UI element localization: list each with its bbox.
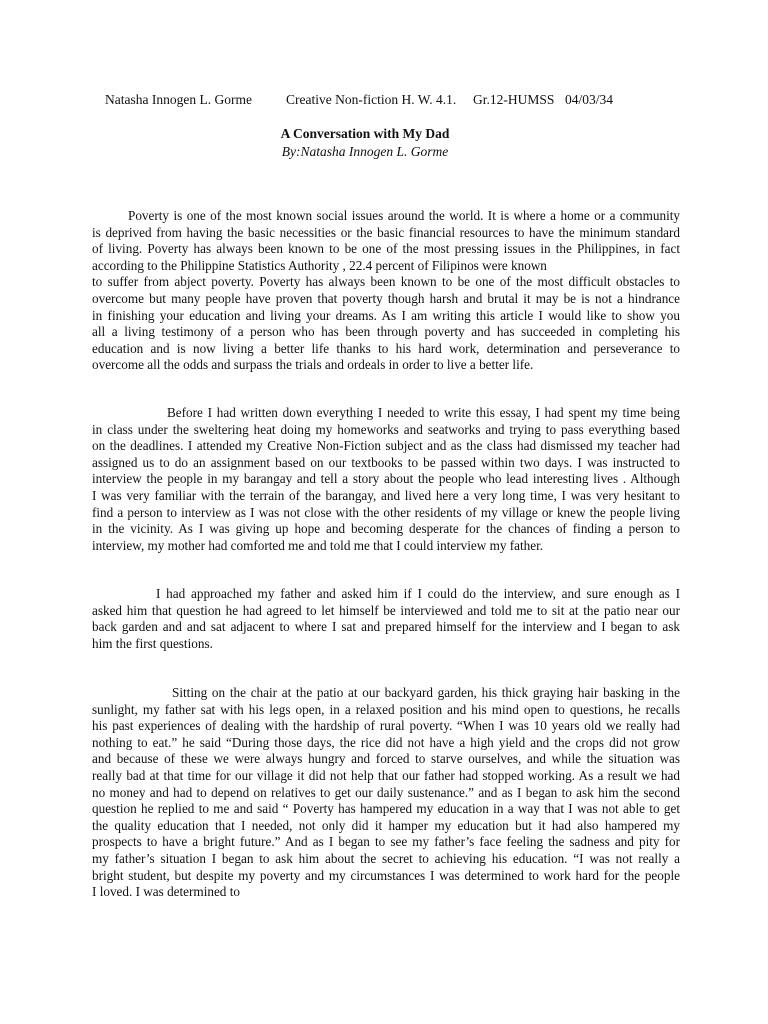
paragraph-line: interview, my mother had comforted me and told me that I could interview my father. [92, 537, 544, 553]
paragraph-line: him the first questions. [92, 635, 213, 651]
paragraph-line: according to the Philippine Statistics Authority , 22.4 percent of Filipinos were known [92, 257, 547, 273]
paragraph-line: question he replied to me and said “ Poverty has hampered my education in a way that I was not able to get [92, 801, 680, 817]
paragraph-line: Before I had written down everything I needed to write this essay, I had spent my time being [167, 405, 680, 420]
paragraph-line: sunlight, my father sat with his legs open, in a relaxed position and his mind open to questions, he recalls [92, 701, 680, 717]
paragraph-line: is deprived from having the basic necessities or the basic financial resources to have the minimum standard [92, 224, 680, 240]
paragraph-line: his past experiences of dealing with the hardship of rural poverty. “When I was 10 years old we really had [92, 718, 680, 734]
paragraph-line: Poverty is one of the most known social issues around the world. It is where a home or a community [128, 208, 680, 223]
paragraph-4 [92, 685, 680, 901]
paragraph-line: in the vicinity. As I was giving up hope and becoming desperate for the chances of finding a person to [92, 521, 680, 537]
paragraph-1 [92, 208, 680, 374]
essay-byline: By:Natasha Innogen L. Gorme [281, 144, 449, 159]
paragraph-line: and because of these we were always hungry and forced to starve ourselves, and while the situation was [92, 751, 680, 767]
paragraph-line: I had approached my father and asked him if I could do the interview, and sure enough as I [156, 586, 680, 601]
paragraph-line: nothing to eat.” he said “During those days, the rice did not have a high yield and the crops did not grow [92, 734, 680, 750]
document-header [105, 92, 613, 108]
paragraph-line: overcome all the odds and surpass the trials and ordeals in order to live a better life. [92, 357, 534, 373]
paragraph-line: of living. Poverty has always been known to be one of the most pressing issues in the Philippines, in fact [92, 241, 680, 257]
paragraph-2 [92, 405, 680, 554]
paragraph-line: I was very familiar with the terrain of the barangay, and lived here a very long time, I was very hesitant to [92, 487, 680, 503]
paragraph-line: bright student, but despite my poverty and my circumstances I was determined to work hard for the people [92, 867, 680, 883]
paragraph-line: back garden and and sat adjacent to where I sat and prepared himself for the interview and I began to ask [92, 619, 680, 635]
paragraph-line: no money and had to depend on relatives to get our daily sustenance.” and as I began to ask him the second [92, 784, 680, 800]
header-author: Natasha Innogen L. Gorme [105, 92, 252, 107]
paragraph-line: to suffer from abject poverty. Poverty has always been known to be one of the most difficult obstacles to [92, 274, 680, 290]
header-course: Creative Non-fiction H. W. 4.1. [286, 92, 457, 107]
paragraph-line: prospects to have a bright future.” And as I began to see my father’s face feeling the sadness and pity for [92, 834, 680, 850]
paragraph-line: education and is now living a better life thanks to his hard work, determination and perseverance to [92, 340, 680, 356]
paragraph-line: assigned us to do an assignment based on our textbooks to be passed within two days. I was instructed to [92, 454, 680, 470]
paragraph-line: find a person to interview as I was not close with the other residents of my village or knew the people living [92, 504, 680, 520]
title-block [0, 125, 730, 161]
essay-title: A Conversation with My Dad [280, 126, 450, 141]
paragraph-line: the quality education that I needed, not only did it hamper my education but it had also hampered my [92, 817, 680, 833]
paragraph-line: interview the people in my barangay and tell a story about the people who lead interesting lives . Although [92, 471, 680, 487]
paragraph-line: my father’s situation I began to ask him about the secret to achieving his education. “I was not really a [92, 850, 680, 866]
paragraph-line: really bad at that time for our village it did not help that our father had stopped working. As a result we had [92, 767, 680, 783]
paragraph-3 [92, 586, 680, 652]
header-date: 04/03/34 [565, 92, 614, 107]
paragraph-line: I loved. I was determined to [92, 884, 240, 900]
header-grade: Gr.12-HUMSS [473, 92, 555, 107]
paragraph-line: on the deadlines. I attended my Creative Non-Fiction subject and as the class had dismissed my teacher had [92, 438, 680, 454]
paragraph-line: all a living testimony of a person who has been through poverty and has succeeded in completing his [92, 324, 680, 340]
paragraph-line: in class under the sweltering heat doing my homeworks and seatworks and trying to pass everything based [92, 421, 680, 437]
paragraph-line: asked him that question he had agreed to let himself be interviewed and told me to sit at the patio near our [92, 602, 680, 618]
paragraph-line: in finishing your education and living your dreams. As I am writing this article I would like to show you [92, 307, 680, 323]
paragraph-line: overcome but many people have proven that poverty though harsh and brutal it may be is not a hindrance [92, 290, 680, 306]
paragraph-line: Sitting on the chair at the patio at our backyard garden, his thick graying hair basking in the [172, 685, 680, 700]
